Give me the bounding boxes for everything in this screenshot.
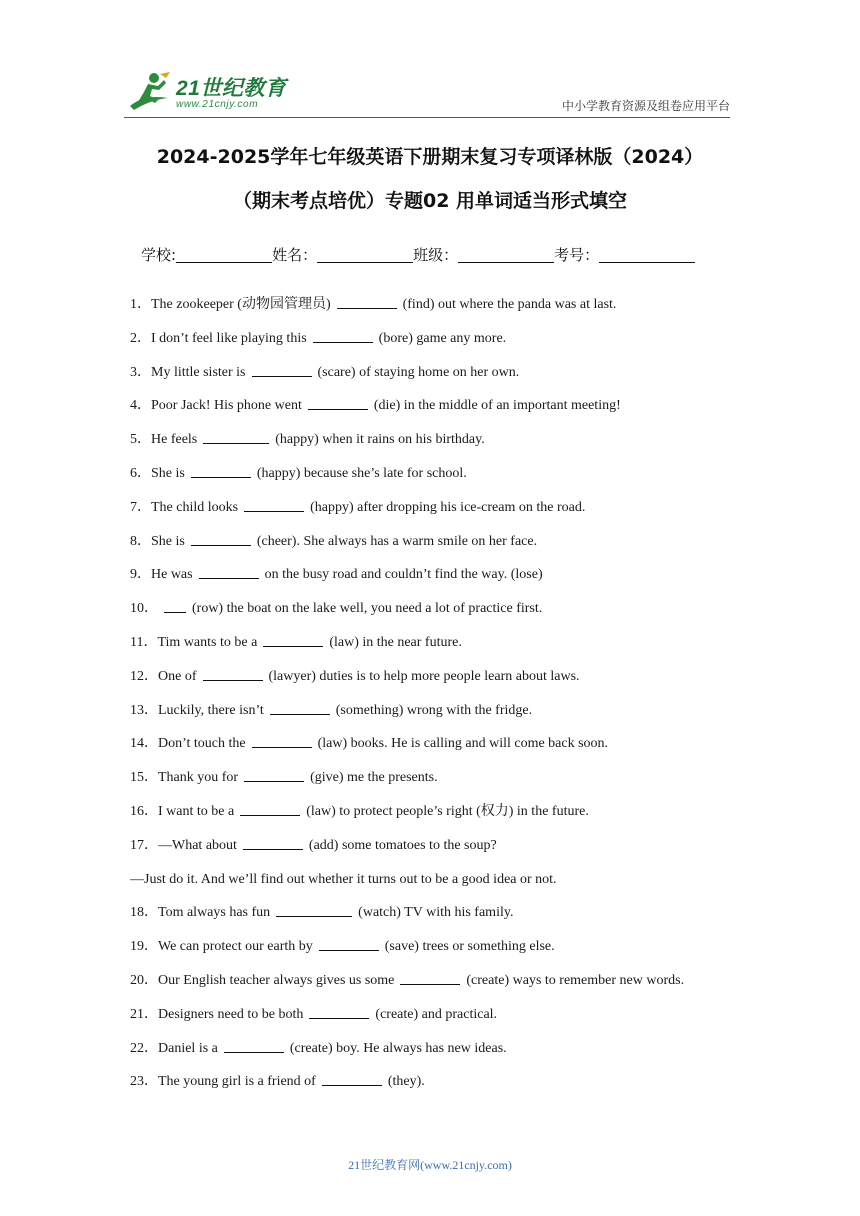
question-item bbox=[130, 735, 740, 769]
question-text-after: (happy) because she’s late for school. bbox=[256, 465, 467, 481]
page-title: 2024-2025学年七年级英语下册期末复习专项译林版（2024） bbox=[156, 146, 704, 168]
answer-blank[interactable] bbox=[244, 769, 304, 782]
page-footer: 21世纪教育网(www.21cnjy.com) bbox=[348, 1158, 512, 1172]
question-text-after: (happy) when it rains on his birthday. bbox=[275, 432, 485, 448]
question-item bbox=[130, 1006, 740, 1040]
answer-blank[interactable] bbox=[400, 972, 460, 985]
question-number: 13． bbox=[130, 702, 158, 718]
question-number: 9． bbox=[130, 567, 151, 583]
question-item bbox=[130, 533, 740, 567]
question-number: 10． bbox=[130, 601, 158, 617]
question-number: 21． bbox=[130, 1006, 158, 1022]
question-number: 5． bbox=[130, 432, 151, 448]
class-label: 班级： bbox=[413, 246, 459, 264]
name-label: 姓名： bbox=[272, 246, 318, 264]
answer-blank[interactable] bbox=[313, 330, 373, 343]
question-text-before: He was bbox=[151, 567, 193, 583]
answer-blank[interactable] bbox=[240, 803, 300, 816]
question-text-before: He feels bbox=[151, 432, 198, 448]
school-label: 学校: bbox=[141, 246, 177, 264]
question-item bbox=[130, 972, 740, 1006]
question-text-before: Luckily, there isn’t bbox=[158, 702, 264, 718]
question-text-before: The child looks bbox=[151, 499, 239, 515]
question-item bbox=[130, 904, 740, 938]
question-text-after: (add) some tomatoes to the soup? bbox=[308, 837, 497, 853]
header-divider bbox=[124, 117, 730, 118]
answer-blank[interactable] bbox=[308, 397, 368, 410]
question-item bbox=[130, 566, 740, 600]
question-item bbox=[130, 330, 740, 364]
class-field[interactable] bbox=[458, 248, 554, 263]
answer-blank[interactable] bbox=[203, 431, 269, 444]
question-text-before: —Just do it. And we’ll find out whether it turns out to be a good idea or not. bbox=[130, 871, 557, 887]
answer-blank[interactable] bbox=[319, 938, 379, 951]
question-item bbox=[130, 634, 740, 668]
question-text-before: She is bbox=[151, 465, 185, 481]
question-text-after: (cheer). She always has a warm smile on her face. bbox=[256, 533, 538, 549]
school-field[interactable] bbox=[176, 248, 272, 263]
answer-blank[interactable] bbox=[164, 600, 186, 613]
question-text-after: (die) in the middle of an important meeting! bbox=[373, 398, 621, 414]
question-number: 17． bbox=[130, 837, 158, 853]
answer-blank[interactable] bbox=[224, 1040, 284, 1053]
question-text-after: (law) to protect people’s right (权力) in the future. bbox=[306, 803, 589, 819]
question-text-before: The zookeeper (动物园管理员) bbox=[151, 297, 331, 312]
question-item bbox=[130, 1073, 740, 1107]
question-number: 18． bbox=[130, 905, 158, 921]
question-item bbox=[130, 871, 740, 905]
question-text-after: (watch) TV with his family. bbox=[358, 905, 514, 921]
student-info-row bbox=[141, 244, 695, 265]
question-number: 23． bbox=[130, 1074, 158, 1090]
question-number: 7． bbox=[130, 499, 151, 515]
question-number: 11． bbox=[130, 634, 158, 650]
question-text-after: (create) boy. He always has new ideas. bbox=[289, 1040, 507, 1056]
number-label: 考号： bbox=[554, 246, 600, 264]
name-field[interactable] bbox=[317, 248, 413, 263]
question-text-after: (create) ways to remember new words. bbox=[466, 972, 685, 988]
question-item bbox=[130, 803, 740, 837]
question-item bbox=[130, 296, 740, 330]
question-item bbox=[130, 600, 740, 634]
question-text-after: (lawyer) duties is to help more people learn about laws. bbox=[268, 668, 580, 684]
question-text-before: The young girl is a friend of bbox=[158, 1074, 316, 1090]
logo bbox=[124, 70, 294, 116]
question-item bbox=[130, 938, 740, 972]
question-number: 4． bbox=[130, 398, 151, 414]
question-text-after: (row) the boat on the lake well, you need a lot of practice first. bbox=[192, 601, 543, 617]
answer-blank[interactable] bbox=[244, 499, 304, 512]
question-item bbox=[130, 465, 740, 499]
question-text-after: (something) wrong with the fridge. bbox=[335, 702, 533, 718]
question-number: 19． bbox=[130, 939, 158, 955]
answer-blank[interactable] bbox=[191, 533, 251, 546]
answer-blank[interactable] bbox=[252, 364, 312, 377]
page-header bbox=[0, 0, 860, 120]
question-text-before: Our English teacher always gives us some bbox=[158, 972, 395, 988]
number-field[interactable] bbox=[599, 248, 695, 263]
question-text-before: Thank you for bbox=[158, 770, 239, 786]
question-text-before: One of bbox=[158, 668, 197, 684]
question-item bbox=[130, 364, 740, 398]
question-text-before: Designers need to be both bbox=[158, 1006, 304, 1022]
question-text-before: Poor Jack! His phone went bbox=[151, 398, 302, 414]
question-text-before: She is bbox=[151, 533, 185, 549]
question-text-after: (they). bbox=[387, 1074, 425, 1090]
question-number: 16． bbox=[130, 803, 158, 819]
question-text-before: My little sister is bbox=[151, 364, 246, 380]
answer-blank[interactable] bbox=[263, 634, 323, 647]
answer-blank[interactable] bbox=[199, 566, 259, 579]
answer-blank[interactable] bbox=[270, 702, 330, 715]
question-item bbox=[130, 499, 740, 533]
answer-blank[interactable] bbox=[276, 904, 352, 917]
question-item bbox=[130, 702, 740, 736]
question-number: 8． bbox=[130, 533, 151, 549]
question-number: 6． bbox=[130, 465, 151, 481]
question-number: 20． bbox=[130, 972, 158, 988]
question-text-after: (scare) of staying home on her own. bbox=[317, 364, 520, 380]
question-text-after: (bore) game any more. bbox=[378, 330, 507, 346]
question-text-after: (save) trees or something else. bbox=[384, 939, 555, 955]
answer-blank[interactable] bbox=[243, 837, 303, 850]
page-subtitle: （期末考点培优）专题02 用单词适当形式填空 bbox=[232, 190, 628, 212]
question-text-before: I don’t feel like playing this bbox=[151, 330, 307, 346]
question-text-after: (find) out where the panda was at last. bbox=[402, 297, 617, 312]
question-text-before: I want to be a bbox=[158, 803, 235, 819]
answer-blank[interactable] bbox=[322, 1073, 382, 1086]
question-item bbox=[130, 837, 740, 871]
question-text-after: (law) books. He is calling and will come back soon. bbox=[317, 736, 609, 752]
question-text-before: Tim wants to be a bbox=[157, 634, 258, 650]
question-number: 15． bbox=[130, 770, 158, 786]
question-number: 2． bbox=[130, 330, 151, 346]
logo-text: 21世纪教育 bbox=[176, 77, 287, 100]
question-text-after: (give) me the presents. bbox=[310, 770, 438, 786]
logo-url: www.21cnjy.com bbox=[176, 99, 259, 110]
question-item bbox=[130, 769, 740, 803]
question-number: 12． bbox=[130, 668, 158, 684]
question-item bbox=[130, 1040, 740, 1074]
question-text-after: on the busy road and couldn’t find the way. (lose) bbox=[264, 567, 543, 583]
question-item bbox=[130, 397, 740, 431]
question-number: 14． bbox=[130, 736, 158, 752]
question-item bbox=[130, 668, 740, 702]
question-list bbox=[130, 296, 740, 1107]
answer-blank[interactable] bbox=[337, 296, 397, 309]
question-text-before: —What about bbox=[158, 837, 237, 853]
question-text-before: Don’t touch the bbox=[158, 736, 246, 752]
question-text-before: Daniel is a bbox=[158, 1040, 218, 1056]
question-number: 1． bbox=[130, 297, 151, 312]
question-text-before: Tom always has fun bbox=[158, 905, 271, 921]
question-text-after: (law) in the near future. bbox=[329, 634, 462, 650]
header-platform-text: 中小学教育资源及组卷应用平台 bbox=[561, 99, 730, 113]
question-text-after: (happy) after dropping his ice-cream on the road. bbox=[310, 499, 586, 515]
runner-logo-icon bbox=[124, 70, 176, 114]
question-item bbox=[130, 431, 740, 465]
question-text-after: (create) and practical. bbox=[375, 1006, 498, 1022]
question-number: 3． bbox=[130, 364, 151, 380]
answer-blank[interactable] bbox=[309, 1006, 369, 1019]
answer-blank[interactable] bbox=[191, 465, 251, 478]
answer-blank[interactable] bbox=[203, 668, 263, 681]
question-number: 22． bbox=[130, 1040, 158, 1056]
question-text-before: We can protect our earth by bbox=[158, 939, 313, 955]
answer-blank[interactable] bbox=[252, 735, 312, 748]
